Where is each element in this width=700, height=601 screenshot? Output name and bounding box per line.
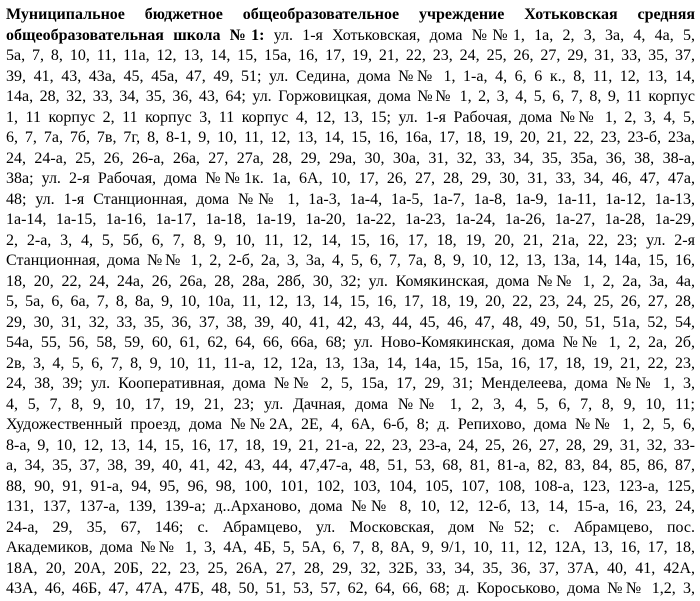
text-line-bold-segment: Муниципальное бюджетное общеобразовательное учреждение Хотьковская средняя (6, 6, 695, 23)
text-line (6, 5, 695, 26)
text-line: 48; ул. 1-я Станционная, дома №№ 1, 1а-3, 1а-4, 1а-5, 1а-7, 1а-8, 1а-9, 1а-11, 1а-12, 1а-13, (6, 190, 695, 208)
text-line: 54а, 55, 56, 58, 59, 60, 61, 62, 64, 66, 66а, 68; ул. Ново-Комякинская, дома №№ 1, 2, 2а, 2б, (6, 334, 695, 351)
text-line: 4, 5, 7, 8, 9, 10, 17, 19, 21, 23; ул. Дачная, дома №№ 1, 2, 3, 4, 5, 6, 7, 8, 9, 10, 11; (6, 395, 695, 413)
text-line: 18, 20, 22, 24, 24а, 26, 26а, 28, 28а, 28б, 30, 32; ул. Комякинская, дома №№ 1, 2, 2а, 3а, 4а, (6, 272, 695, 290)
text-line: 5а, 7, 8, 10, 11, 11а, 12, 13, 14, 15, 15а, 16, 17, 19, 21, 22, 23, 24, 25, 26, 27, 29, 31, 33, 35, 37, (6, 47, 695, 64)
text-line: 2в, 3, 4, 5, 6, 7, 8, 9, 10, 11, 11-а, 12, 12а, 13, 13а, 14, 14а, 15, 15а, 16, 17, 18, 19, 21, 22, 23, (6, 354, 695, 372)
text-line: 88, 90, 91, 91-а, 94, 95, 96, 98, 100, 101, 102, 103, 104, 105, 107, 108, 108-а, 123, 123-а, 125, (6, 477, 695, 495)
document-text (6, 5, 695, 600)
text-line: 1а-14, 1а-15, 1а-16, 1а-17, 1а-18, 1а-19, 1а-20, 1а-22, 1а-23, 1а-24, 1а-26, 1а-27, 1а-28, 1а-29, (6, 211, 695, 228)
text-line: общеобразовательная школа №1: ул. 1-я Хотьковская, дома №№1, 1а, 2, 3, 3а, 4, 4а, 5, (6, 26, 695, 44)
text-line: 39, 41, 43, 43а, 45, 45а, 47, 49, 51; ул. Седина, дома №№ 1, 1-а, 4, 6, 6 к., 8, 11, 12, 13, 14, (6, 67, 695, 85)
text-line: 24, 24-а, 25, 26, 26-а, 26а, 27, 27а, 28, 29, 29а, 30, 30а, 31, 32, 33, 34, 35, 35а, 36, 38, 38-а, (6, 149, 695, 167)
text-line: 2, 2-а, 3, 4, 5, 5б, 6, 7, 8, 9, 10, 11, 12, 14, 15, 16, 17, 18, 19, 20, 21, 21а, 22, 23; ул. 2-я (6, 231, 695, 249)
text-line-bold-segment: общеобразовательная школа №1: (6, 26, 265, 44)
text-line: 38а; ул. 2-я Рабочая, дома №№1к. 1а, 6А, 10, 17, 26, 27, 28, 29, 30, 31, 33, 34, 46, 47, 47а, (6, 170, 695, 187)
text-line: 6, 7, 7а, 7б, 7в, 7г, 8, 8-1, 9, 10, 11, 12, 13, 14, 15, 16, 16а, 17, 18, 19, 20, 21, 22, 23, 23-б, 23а, (6, 129, 695, 146)
text-line: Станционная, дома №№ 1, 2, 2-б, 2а, 3, 3а, 4, 5, 6, 7, 7а, 8, 9, 10, 12, 13, 13а, 14, 14а, 15, 16, (6, 252, 695, 269)
text-line: а, 34, 35, 37, 38, 39, 40, 41, 42, 43, 44, 47,47-а, 48, 51, 53, 68, 81, 81-а, 82, 83, 84, 85, 86, 87, (6, 457, 695, 474)
text-line: 24-а, 29, 35, 67, 146; с. Абрамцево, ул. Московская, дом №52; с. Абрамцево, пос. (6, 518, 695, 536)
text-line: 131, 137, 137-а, 139, 139-а; д..Арханово, дома №№ 8, 10, 12, 12-б, 13, 14, 15-а, 16, 23, 24, (6, 498, 695, 515)
text-line: 1, 11 корпус 2, 11 корпус 3, 11 корпус 4, 12, 13, 15; ул. 1-я Рабочая, дома №№ 1, 2, 3, 4, 5, (6, 108, 695, 126)
text-line: 24, 38, 39; ул. Кооперативная, дома №№ 2, 5, 15а, 17, 29, 31; Менделеева, дома №№ 1, 3, (6, 375, 695, 392)
text-line: 43А, 46, 46Б, 47, 47А, 47Б, 48, 50, 51, 53, 57, 62, 64, 66, 68; д. Короськово, дома №№ 1,2, 3, (6, 580, 695, 597)
text-line: 18А, 20, 20А, 20Б, 22, 23, 25, 26А, 27, 28, 29, 32, 32Б, 33, 34, 35, 36, 37, 37А, 40, 41, 42А, (6, 559, 695, 577)
text-line: Академиков, дома №№ 1, 3, 4А, 4Б, 5, 5А, 6, 7, 8, 8А, 9, 9/1, 10, 11, 12, 12А, 13, 16, 17, 18, (6, 539, 695, 556)
text-line: Художественный проезд, дома №№2А, 2Е, 4, 6А, 6-б, 8; д. Репихово, дома №№ 1, 2, 5, 6, (6, 416, 695, 433)
text-line: 5, 5а, 6, 6а, 7, 8, 8а, 9, 10, 10а, 11, 12, 13, 14, 15, 16, 17, 18, 19, 20, 22, 23, 24, 25, 26, 27, 28, (6, 293, 695, 310)
text-line: 29, 30, 31, 32, 33, 35, 36, 37, 38, 39, 40, 41, 42, 43, 44, 45, 46, 47, 48, 49, 50, 51, 51а, 52, 54, (6, 313, 695, 331)
text-line: 8-а, 9, 10, 12, 13, 14, 15, 16, 17, 18, 19, 21, 21-а, 22, 23, 23-а, 24, 25, 26, 27, 28, 29, 31, 32, 33- (6, 436, 695, 454)
text-line: 14а, 28, 32, 33, 34, 35, 36, 43, 64; ул. Горжовицкая, дома №№ 1, 2, 3, 4, 5, 6, 7, 8, 9, 11 корпус (6, 88, 695, 105)
